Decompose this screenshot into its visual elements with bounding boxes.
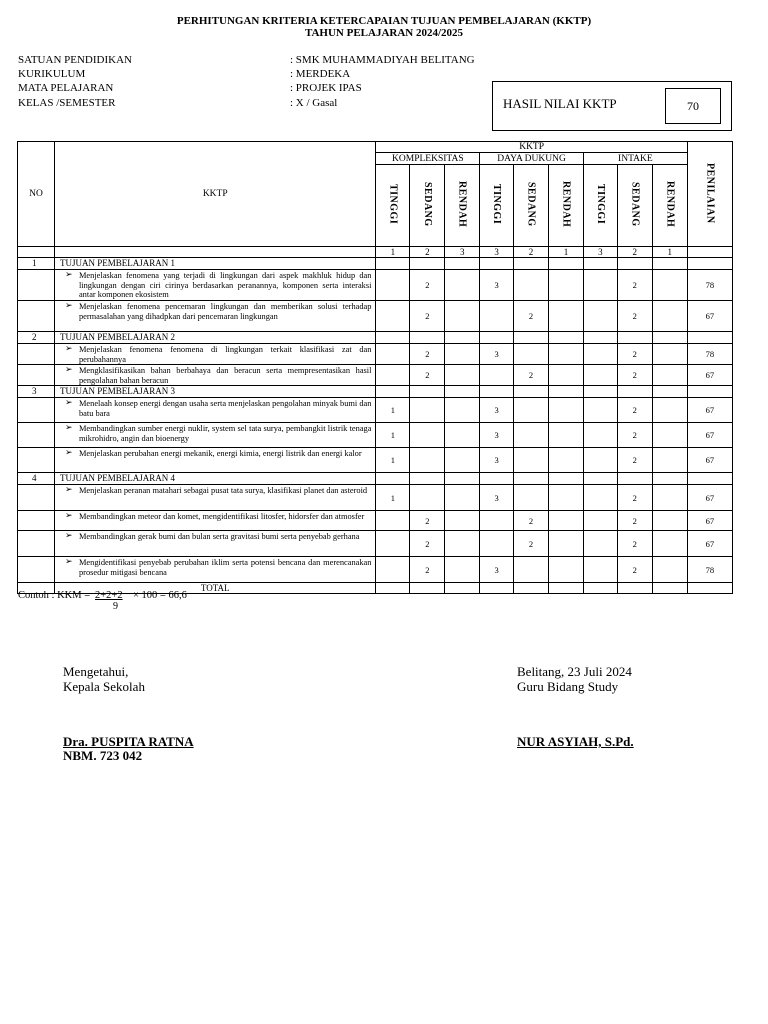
total-label: TOTAL <box>54 583 376 594</box>
tp-label: TUJUAN PEMBELAJARAN 2 <box>54 332 376 344</box>
indicator-row <box>18 365 733 386</box>
kktp-table <box>17 141 733 594</box>
indicator-row <box>18 448 733 473</box>
document-title: PERHITUNGAN KRITERIA KETERCAPAIAN TUJUAN PEMBELAJARAN (KKTP) <box>176 15 592 27</box>
intake-value: 2 <box>617 301 652 332</box>
level-rendah: RENDAH <box>445 165 480 247</box>
info-label-mapel: MATA PELAJARAN <box>18 82 114 94</box>
indicator-text: Membandingkan gerak bumi dan bulan serta gravitasi bumi serta penyebab gerhana <box>78 532 360 541</box>
arrow-bullet-icon: ➢ <box>64 269 73 279</box>
contoh-prefix: Contoh : KKM = <box>18 590 91 601</box>
penilaian-value: 67 <box>687 365 732 386</box>
total-row <box>18 583 733 594</box>
penilaian-value: 78 <box>687 557 732 583</box>
weight-cell: 2 <box>514 247 549 258</box>
weight-cell: 1 <box>549 247 584 258</box>
tp-label: TUJUAN PEMBELAJARAN 3 <box>54 386 376 398</box>
penilaian-value: 67 <box>687 398 732 423</box>
indicator-row <box>18 344 733 365</box>
group-kompleksitas: KOMPLEKSITAS <box>376 153 480 165</box>
tp-number: 2 <box>18 332 55 344</box>
contoh-numerator: 2+2+2 <box>95 590 123 601</box>
tp-label: TUJUAN PEMBELAJARAN 1 <box>54 258 376 270</box>
intake-value: 2 <box>617 423 652 448</box>
document-subtitle: TAHUN PELAJARAN 2024/2025 <box>304 27 464 39</box>
level-rendah: RENDAH <box>652 165 687 247</box>
arrow-bullet-icon: ➢ <box>64 556 73 566</box>
level-tinggi: TINGGI <box>480 165 514 247</box>
weight-cell: 3 <box>583 247 617 258</box>
penilaian-value: 67 <box>687 485 732 511</box>
info-value-kelas: : X / Gasal <box>290 97 338 109</box>
tp-row <box>18 332 733 344</box>
info-value-mapel: : PROJEK IPAS <box>290 82 362 94</box>
level-sedang: SEDANG <box>514 165 549 247</box>
penilaian-value: 67 <box>687 423 732 448</box>
dayadukung-value: 2 <box>514 511 549 531</box>
indicator-text: Membandingkan sumber energi nuklir, system sel tata surya, pembangkit listrik tenaga mikrohidro, angin dan bioenergy <box>78 424 372 443</box>
col-header-kktp: KKTP <box>54 142 376 247</box>
tp-number: 4 <box>18 473 55 485</box>
kktp-group-header: KKTP <box>376 142 687 153</box>
hasil-nilai-value: 70 <box>665 88 721 124</box>
indicator-text: Mengidentifikasi penyebab perubahan iklim serta potensi bencana dan merencanakan prosedur mitigasi bencana <box>78 558 372 577</box>
weight-row <box>18 247 733 258</box>
penilaian-value: 67 <box>687 301 732 332</box>
intake-value: 2 <box>617 448 652 473</box>
level-rendah: RENDAH <box>549 165 584 247</box>
indicator-text: Menjelaskan perubahan energi mekanik, energi kimia, energi listrik dan energi kalor <box>78 449 362 458</box>
kompleksitas-value: 2 <box>410 557 445 583</box>
level-tinggi: TINGGI <box>583 165 617 247</box>
tp-row <box>18 473 733 485</box>
kompleksitas-value: 2 <box>410 531 445 557</box>
penilaian-value: 67 <box>687 531 732 557</box>
hasil-nilai-box <box>492 81 732 131</box>
indicator-text: Menjelaskan fenomena fenomena di lingkungan terkait klasifikasi zat dan perubahannya <box>78 345 372 364</box>
arrow-bullet-icon: ➢ <box>64 300 73 310</box>
tp-row <box>18 386 733 398</box>
dayadukung-value: 2 <box>514 531 549 557</box>
col-header-penilaian: PENILAIAN <box>687 142 732 247</box>
intake-value: 2 <box>617 485 652 511</box>
tp-row <box>18 258 733 270</box>
intake-value: 2 <box>617 398 652 423</box>
info-label-satuan: SATUAN PENDIDIKAN <box>18 54 132 66</box>
tp-label: TUJUAN PEMBELAJARAN 4 <box>54 473 376 485</box>
indicator-text: Menjelaskan peranan matahari sebagai pusat tata surya, klasifikasi planet dan asteroid <box>78 486 368 495</box>
intake-value: 2 <box>617 557 652 583</box>
kompleksitas-value: 2 <box>410 365 445 386</box>
sig-right-line1: Belitang, 23 Juli 2024 <box>517 664 632 679</box>
indicator-row <box>18 485 733 511</box>
arrow-bullet-icon: ➢ <box>64 422 73 432</box>
intake-value: 2 <box>617 365 652 386</box>
info-value-satuan: : SMK MUHAMMADIYAH BELITANG <box>290 54 475 66</box>
dayadukung-value: 3 <box>480 398 514 423</box>
dayadukung-value: 2 <box>514 301 549 332</box>
dayadukung-value: 3 <box>480 423 514 448</box>
kompleksitas-value: 1 <box>376 448 410 473</box>
col-header-no: NO <box>18 142 55 247</box>
dayadukung-value: 3 <box>480 344 514 365</box>
indicator-row <box>18 423 733 448</box>
hasil-nilai-label: HASIL NILAI KKTP <box>503 96 617 111</box>
sig-right-line2: Guru Bidang Study <box>517 679 619 694</box>
penilaian-value: 67 <box>687 511 732 531</box>
indicator-text: Menjelaskan fenomena pencemaran lingkungan dan memberikan solusi terhadap permasalahan yang dihadpkan dari pencemaran lingkungan <box>78 302 372 321</box>
indicator-row <box>18 270 733 301</box>
weight-cell: 3 <box>445 247 480 258</box>
indicator-text: Membandingkan meteor dan komet, mengidentifikasi litosfer, hidorsfer dan atmosfer <box>78 512 365 521</box>
kompleksitas-value: 1 <box>376 485 410 511</box>
group-intake: INTAKE <box>583 153 687 165</box>
arrow-bullet-icon: ➢ <box>64 510 73 520</box>
arrow-bullet-icon: ➢ <box>64 484 73 494</box>
kompleksitas-value: 1 <box>376 398 410 423</box>
arrow-bullet-icon: ➢ <box>64 397 73 407</box>
dayadukung-value: 2 <box>514 365 549 386</box>
indicator-text: Menelaah konsep energi dengan usaha serta menjelaskan pengolahan minyak bumi dan batu bara <box>78 399 372 418</box>
weight-cell: 1 <box>652 247 687 258</box>
intake-value: 2 <box>617 511 652 531</box>
info-label-kelas: KELAS /SEMESTER <box>18 97 116 109</box>
arrow-bullet-icon: ➢ <box>64 364 73 374</box>
tp-number: 3 <box>18 386 55 398</box>
indicator-row <box>18 301 733 332</box>
intake-value: 2 <box>617 344 652 365</box>
sig-left-name: Dra. PUSPITA RATNA <box>63 734 194 749</box>
sig-left-nbm: NBM. 723 042 <box>63 748 143 763</box>
info-label-kurikulum: KURIKULUM <box>18 68 86 80</box>
dayadukung-value: 3 <box>480 557 514 583</box>
sig-left-line1: Mengetahui, <box>63 664 129 679</box>
level-sedang: SEDANG <box>617 165 652 247</box>
tp-number: 1 <box>18 258 55 270</box>
intake-value: 2 <box>617 531 652 557</box>
penilaian-value: 67 <box>687 448 732 473</box>
kompleksitas-value: 1 <box>376 423 410 448</box>
group-daya-dukung: DAYA DUKUNG <box>480 153 584 165</box>
penilaian-value: 78 <box>687 270 732 301</box>
penilaian-value: 78 <box>687 344 732 365</box>
kompleksitas-value: 2 <box>410 511 445 531</box>
contoh-rest: × 100 = 66,6 <box>133 590 187 601</box>
weight-cell: 2 <box>617 247 652 258</box>
level-tinggi: TINGGI <box>376 165 410 247</box>
intake-value: 2 <box>617 270 652 301</box>
kompleksitas-value: 2 <box>410 301 445 332</box>
level-sedang: SEDANG <box>410 165 445 247</box>
info-value-kurikulum: : MERDEKA <box>290 68 351 80</box>
indicator-text: Menjelaskan fenomena yang terjadi di lingkungan dari aspek makhluk hidup dan lingkungan dengan ciri cirinya berdasarkan peranannya, komponen serta interaksi antar komponen ekosistem <box>78 271 372 299</box>
sig-right-name: NUR ASYIAH, S.Pd. <box>517 734 634 749</box>
contoh-denominator: 9 <box>113 601 118 612</box>
arrow-bullet-icon: ➢ <box>64 447 73 457</box>
indicator-row <box>18 531 733 557</box>
weight-cell: 3 <box>480 247 514 258</box>
indicator-row <box>18 511 733 531</box>
sig-left-line2: Kepala Sekolah <box>63 679 145 694</box>
kompleksitas-value: 2 <box>410 270 445 301</box>
weight-cell: 2 <box>410 247 445 258</box>
dayadukung-value: 3 <box>480 270 514 301</box>
indicator-row <box>18 557 733 583</box>
dayadukung-value: 3 <box>480 485 514 511</box>
arrow-bullet-icon: ➢ <box>64 530 73 540</box>
indicator-text: Mengklasifikasikan bahan berbahaya dan beracun serta mempresentasikan hasil pengolahan bahan beracun <box>78 366 372 385</box>
weight-cell: 1 <box>376 247 410 258</box>
dayadukung-value: 3 <box>480 448 514 473</box>
kompleksitas-value: 2 <box>410 344 445 365</box>
arrow-bullet-icon: ➢ <box>64 343 73 353</box>
indicator-row <box>18 398 733 423</box>
